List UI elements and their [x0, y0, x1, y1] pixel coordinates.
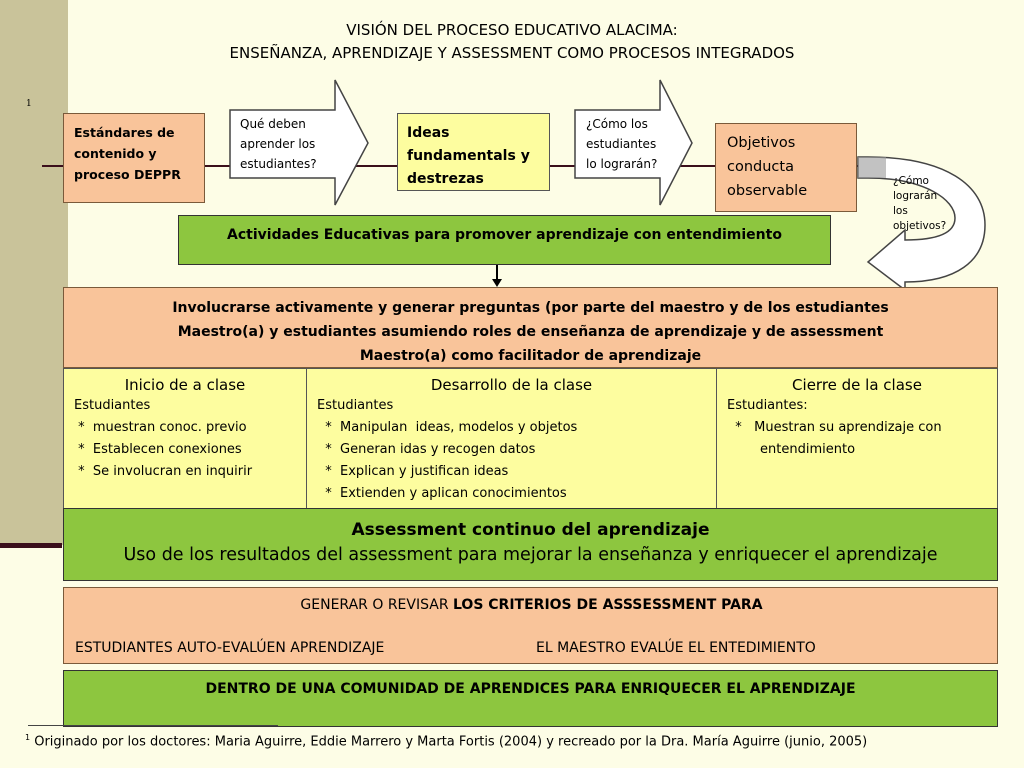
curved-arrow-shadow — [858, 157, 886, 178]
arrow2-text — [586, 114, 676, 174]
footnote-marker: 1 — [25, 733, 31, 742]
curved-arrow-line-1: ¿Cómo — [893, 175, 929, 187]
column-desarrollo-title: Desarrollo de la clase — [430, 376, 593, 394]
column-desarrollo — [306, 368, 717, 510]
objectives-line-3: observable — [727, 183, 808, 199]
column-desarrollo-line-2: * Manipulan ideas, modelos y objetos — [317, 420, 578, 435]
arrow2-line-2: estudiantes — [586, 137, 657, 151]
column-cierre — [716, 368, 998, 510]
column-cierre-line-1: Estudiantes: — [727, 398, 808, 413]
column-inicio — [63, 368, 307, 510]
title-line-2: ENSEÑANZA, APRENDIZAJE Y ASSESSMENT COMO PROCESOS INTEGRADOS — [229, 44, 795, 62]
column-desarrollo-line-4: * Explican y justifican ideas — [317, 464, 509, 479]
involvement-line-2: Maestro(a) y estudiantes asumiendo roles de enseñanza de aprendizaje y de assessment — [177, 324, 884, 340]
assessment-subtitle: Uso de los resultados del assessment para mejorar la enseñanza y enriquecer el aprendizaje — [123, 545, 938, 565]
standards-line-3: proceso DEPPR — [74, 167, 181, 182]
objectives-box — [715, 123, 857, 212]
arrow1-line-3: estudiantes? — [240, 157, 317, 171]
footnote — [25, 733, 867, 749]
standards-box — [63, 113, 205, 203]
ideas-line-1: Ideas — [407, 125, 450, 141]
involvement-box — [63, 287, 998, 368]
ideas-box — [397, 113, 550, 191]
objectives-line-1: Objetivos — [727, 135, 796, 151]
arrow1-line-1: Qué deben — [240, 117, 306, 131]
activities-box — [178, 215, 831, 265]
column-cierre-title: Cierre de la clase — [792, 376, 922, 394]
involvement-line-3: Maestro(a) como facilitador de aprendizaje — [359, 348, 702, 364]
assessment-box — [63, 508, 998, 581]
criteria-left: ESTUDIANTES AUTO-EVALÚEN APRENDIZAJE — [75, 640, 385, 656]
arrow2-line-1: ¿Cómo los — [586, 117, 648, 131]
activities-text: Actividades Educativas para promover aprendizaje con entendimiento — [227, 227, 782, 243]
footnote-marker-top: 1 — [26, 99, 32, 109]
column-desarrollo-line-3: * Generan idas y recogen datos — [317, 442, 536, 457]
title-line-1: VISIÓN DEL PROCESO EDUCATIVO ALACIMA: — [346, 21, 678, 39]
column-desarrollo-line-5: * Extienden y aplican conocimientos — [317, 486, 567, 501]
criteria-right: EL MAESTRO EVALÚE EL ENTEDIMIENTO — [536, 640, 816, 656]
curved-arrow-line-4: objetivos? — [893, 220, 947, 232]
column-cierre-line-3: entendimiento — [727, 442, 856, 457]
column-inicio-line-1: Estudiantes — [74, 398, 151, 413]
curved-arrow-text — [893, 174, 973, 234]
ideas-line-3: destrezas — [407, 171, 484, 187]
criteria-box — [63, 587, 998, 664]
arrow1-line-2: aprender los — [240, 137, 316, 151]
footnote-text: Originado por los doctores: Maria Aguirre, Eddie Marrero y Marta Fortis (2004) y recreado por la Dra. María Aguirre (junio, 2005) — [30, 734, 868, 750]
community-text: DENTRO DE UNA COMUNIDAD DE APRENDICES PARA ENRIQUECER EL APRENDIZAJE — [205, 681, 856, 697]
objectives-line-2: conducta — [727, 159, 794, 175]
ideas-line-2: fundamentals y — [407, 148, 530, 164]
column-inicio-line-2: * muestran conoc. previo — [74, 420, 247, 435]
criteria-line-1-bold: LOS CRITERIOS DE ASSSESSMENT PARA — [453, 597, 763, 613]
criteria-line-1 — [64, 597, 999, 613]
footnote-rule — [28, 725, 278, 726]
standards-line-2: contenido y — [74, 146, 157, 161]
column-inicio-line-4: * Se involucran en inquirir — [74, 464, 253, 479]
community-box — [63, 670, 998, 727]
down-arrow-head — [492, 279, 502, 287]
curved-arrow-line-2: lograrán — [893, 190, 938, 202]
criteria-line-1-normal: GENERAR O REVISAR — [300, 597, 453, 613]
standards-line-1: Estándares de — [74, 125, 175, 140]
arrow2-line-3: lo lograrán? — [586, 157, 658, 171]
arrow1-text — [240, 114, 340, 174]
involvement-line-1: Involucrarse activamente y generar preguntas (por parte del maestro y de los estudiantes — [172, 300, 889, 316]
column-inicio-line-3: * Establecen conexiones — [74, 442, 242, 457]
assessment-title: Assessment continuo del aprendizaje — [351, 520, 710, 540]
column-desarrollo-line-1: Estudiantes — [317, 398, 394, 413]
column-cierre-line-2: * Muestran su aprendizaje con — [727, 420, 942, 435]
column-inicio-title: Inicio de a clase — [124, 376, 246, 394]
curved-arrow-line-3: los — [893, 205, 908, 217]
